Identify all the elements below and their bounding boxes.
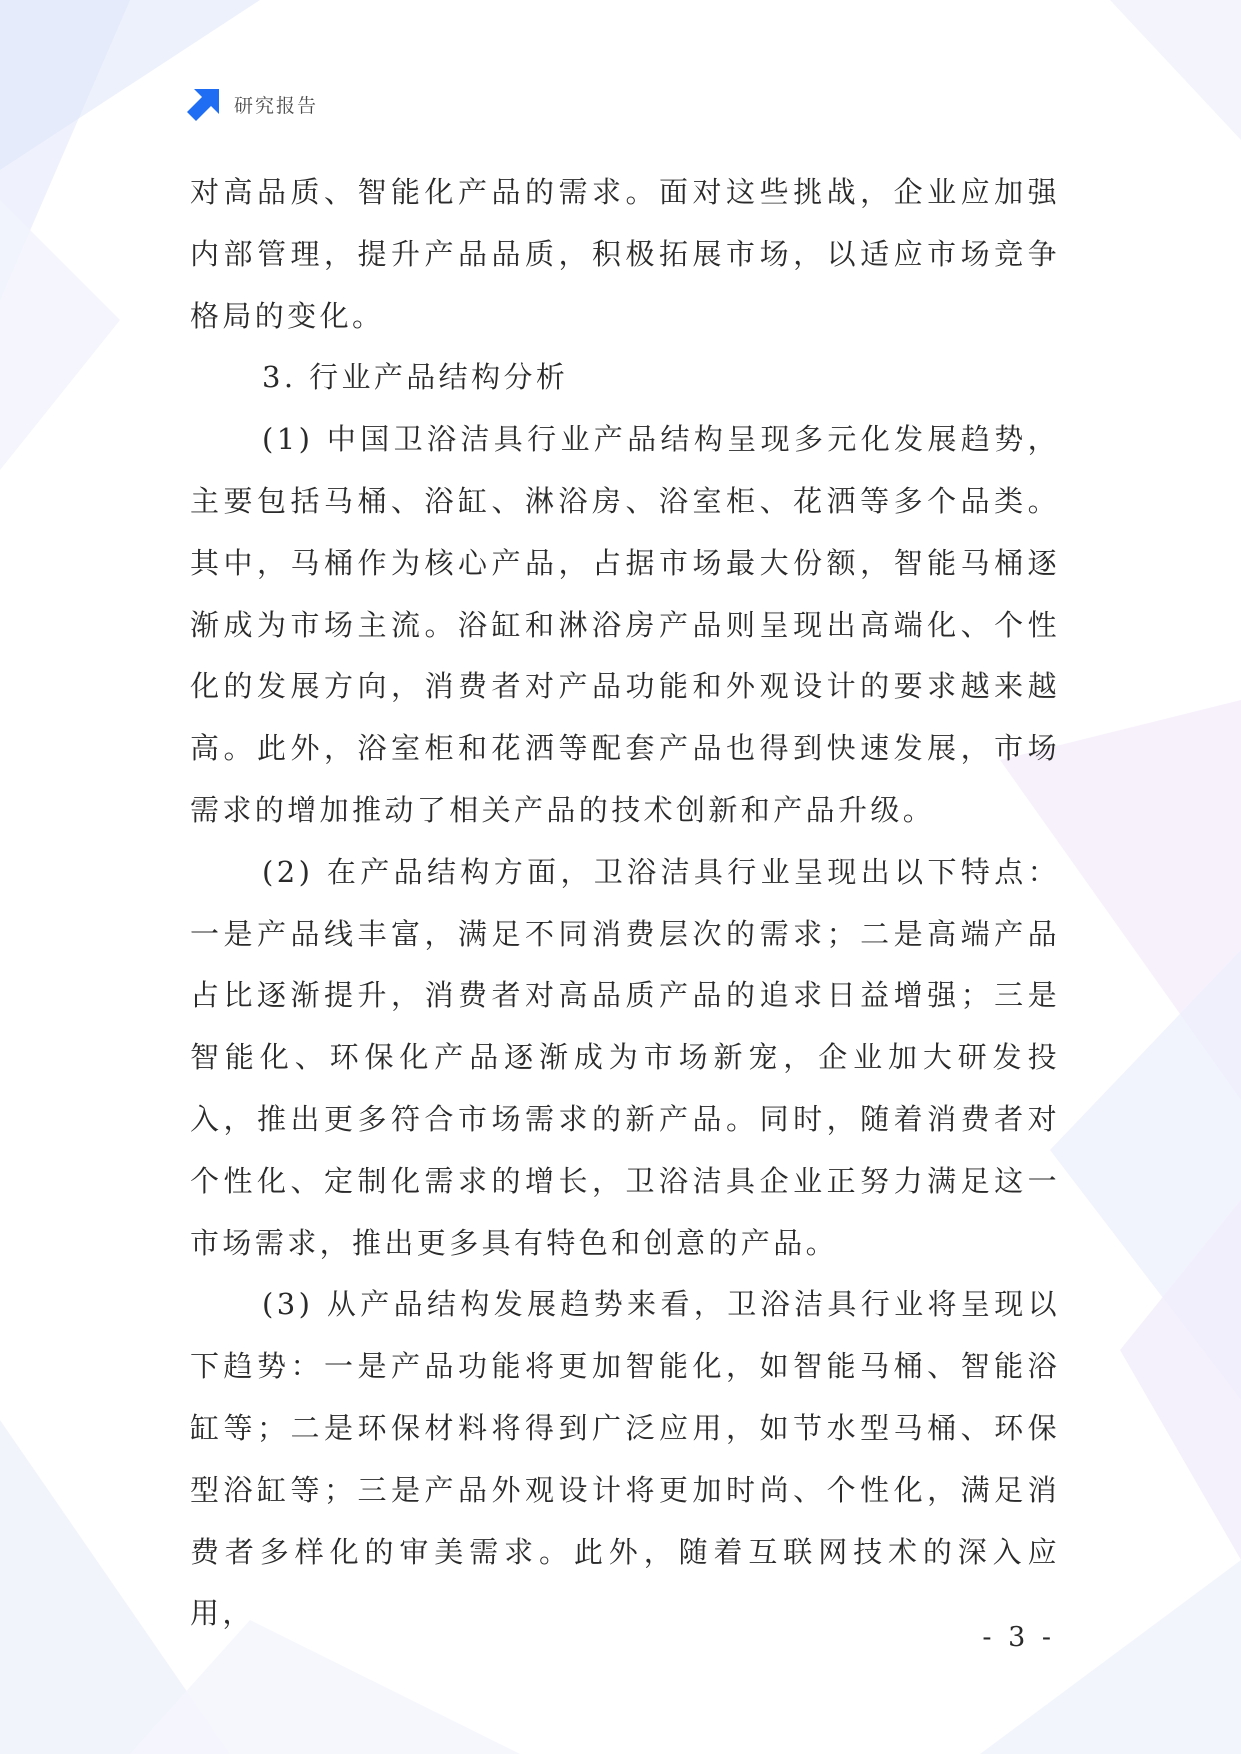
paragraph-3: (3) 从产品结构发展趋势来看，卫浴洁具行业将呈现以下趋势：一是产品功能将更加智能化，如智能马桶、智能浴缸等；二是环保材料将得到广泛应用，如节水型马桶、环保型浴缸等；三是产品外观设计将更加时尚、个性化，满足消费者多样化的审美需求。此外，随着互联网技术的深入应用，	[190, 1287, 1060, 1631]
paragraph-2: (2) 在产品结构方面，卫浴洁具行业呈现出以下特点：一是产品线丰富，满足不同消费层次的需求；二是高端产品占比逐渐提升，消费者对高品质产品的追求日益增强；三是智能化、环保化产品逐渐成为市场新宠，企业加大研发投入，推出更多符合市场需求的新产品。同时，随着消费者对个性化、定制化需求的增长，卫浴洁具企业正努力满足这一市场需求，推出更多具有特色和创意的产品。	[190, 854, 1060, 1260]
section-heading: 3. 行业产品结构分析	[262, 360, 569, 395]
page-number: - 3 -	[982, 1622, 1055, 1653]
header-title: 研究报告	[234, 94, 319, 117]
document-body	[190, 162, 1060, 1645]
paragraph-continuation: 对高品质、智能化产品的需求。面对这些挑战，企业应加强内部管理，提升产品品质，积极拓展市场，以适应市场竞争格局的变化。	[190, 175, 1060, 333]
paragraph-1: (1) 中国卫浴洁具行业产品结构呈现多元化发展趋势，主要包括马桶、浴缸、淋浴房、浴室柜、花洒等多个品类。其中，马桶作为核心产品，占据市场最大份额，智能马桶逐渐成为市场主流。浴缸和淋浴房产品则呈现出高端化、个性化的发展方向，消费者对产品功能和外观设计的要求越来越高。此外，浴室柜和花洒等配套产品也得到快速发展，市场需求的增加推动了相关产品的技术创新和产品升级。	[190, 422, 1060, 827]
arrow-up-right-icon	[186, 86, 222, 122]
page-header	[186, 86, 318, 122]
